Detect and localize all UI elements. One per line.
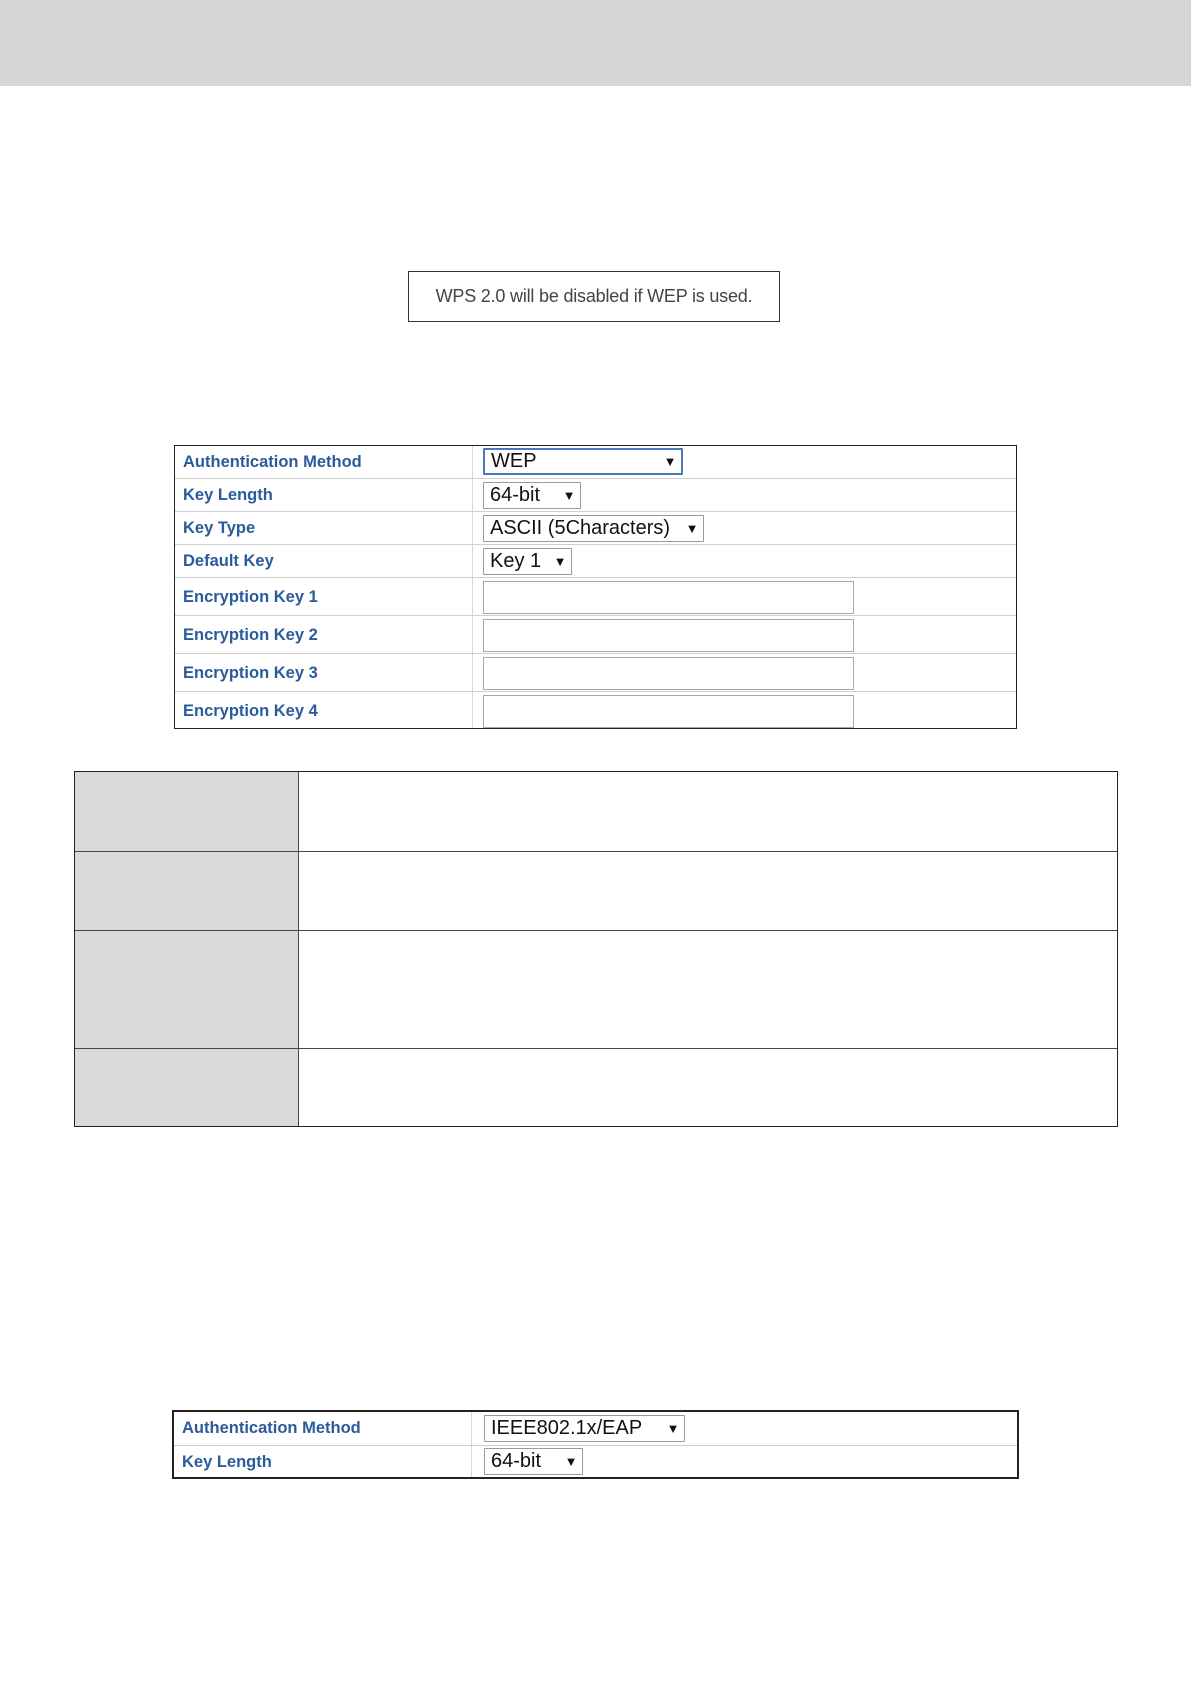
dropdown-arrow-icon: ▼ — [685, 521, 699, 536]
encryption-key-4-input[interactable] — [483, 695, 854, 728]
wep-settings-form — [174, 445, 1017, 729]
table-row-value — [299, 772, 1117, 851]
table-row — [75, 772, 1117, 851]
page-header-band — [0, 0, 1191, 86]
form-row-default-key — [175, 544, 1016, 577]
row-label: Default Key — [183, 552, 274, 570]
row-label: Encryption Key 3 — [183, 664, 318, 682]
table-row-key — [75, 852, 299, 930]
encryption-key-3-input[interactable] — [483, 657, 854, 690]
row-label: Key Length — [182, 1453, 272, 1471]
row-label: Encryption Key 2 — [183, 626, 318, 644]
wps-warning-notice — [408, 271, 780, 322]
table-row-value — [299, 1049, 1117, 1126]
form-row-key-type — [175, 511, 1016, 544]
table-row-key — [75, 931, 299, 1048]
notice-text: WPS 2.0 will be disabled if WEP is used. — [435, 286, 753, 306]
authentication-method-select[interactable] — [483, 448, 683, 475]
dropdown-arrow-icon: ▼ — [666, 1421, 680, 1436]
select-value: ASCII (5Characters) — [490, 517, 671, 539]
dropdown-arrow-icon: ▼ — [663, 454, 677, 469]
table-row-key — [75, 1049, 299, 1126]
select-value: Key 1 — [490, 550, 542, 572]
row-label: Encryption Key 1 — [183, 588, 318, 606]
default-key-select[interactable] — [483, 548, 572, 575]
select-value: WEP — [491, 450, 537, 472]
key-type-select[interactable] — [483, 515, 704, 542]
dropdown-arrow-icon: ▼ — [564, 1454, 578, 1469]
authentication-method-select[interactable] — [484, 1415, 685, 1442]
form-row-encryption-key-4 — [175, 691, 1016, 728]
row-label: Key Length — [183, 486, 273, 504]
row-label: Encryption Key 4 — [183, 702, 318, 720]
eap-settings-form — [172, 1410, 1019, 1479]
table-row-value — [299, 931, 1117, 1048]
key-length-select[interactable] — [483, 482, 581, 509]
dropdown-arrow-icon: ▼ — [562, 488, 576, 503]
table-row — [75, 1048, 1117, 1126]
key-length-select[interactable] — [484, 1448, 583, 1475]
encryption-key-1-input[interactable] — [483, 581, 854, 614]
table-row-value — [299, 852, 1117, 930]
dropdown-arrow-icon: ▼ — [553, 554, 567, 569]
row-label: Key Type — [183, 519, 256, 537]
select-value: 64-bit — [490, 484, 541, 506]
encryption-key-2-input[interactable] — [483, 619, 854, 652]
row-label: Authentication Method — [183, 453, 362, 471]
row-label: Authentication Method — [182, 1419, 361, 1437]
table-row — [75, 930, 1117, 1048]
table-row-key — [75, 772, 299, 851]
parameter-description-table — [74, 771, 1118, 1127]
select-value: 64-bit — [491, 1450, 542, 1472]
select-value: IEEE802.1x/EAP — [491, 1417, 643, 1439]
form-row-encryption-key-1 — [175, 577, 1016, 615]
form-row-key-length — [175, 478, 1016, 511]
form-row-encryption-key-2 — [175, 615, 1016, 653]
form-row-key-length — [174, 1445, 1017, 1477]
form-row-authentication-method — [175, 446, 1016, 478]
form-row-authentication-method — [174, 1412, 1017, 1445]
table-row — [75, 851, 1117, 930]
form-row-encryption-key-3 — [175, 653, 1016, 691]
